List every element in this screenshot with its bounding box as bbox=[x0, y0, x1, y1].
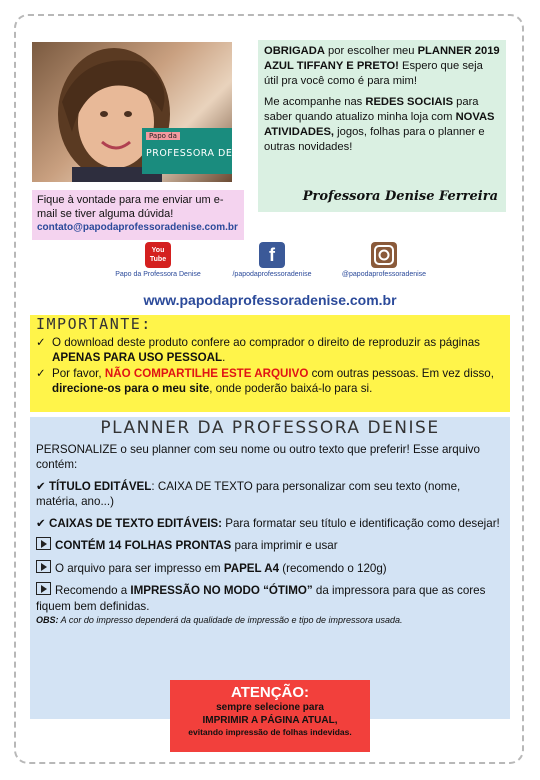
instagram-link[interactable] bbox=[334, 242, 434, 278]
contact-email-link[interactable]: contato@papodaprofessoradenise.com.br bbox=[37, 222, 238, 233]
attention-box bbox=[170, 680, 370, 752]
checkmark-icon: ✔ bbox=[36, 516, 46, 530]
important-text: com outras pessoas. Em vez disso, bbox=[308, 366, 494, 380]
important-bold: direcione-os para o meu site bbox=[52, 382, 210, 395]
brand-logo bbox=[142, 128, 257, 174]
thanks-paragraph-1 bbox=[264, 44, 500, 89]
facebook-icon: f bbox=[259, 242, 285, 268]
contact-box bbox=[32, 190, 244, 240]
planner-info-3 bbox=[36, 582, 504, 614]
important-text: O download deste produto confere ao comprador o direito de reproduzir as páginas bbox=[52, 335, 480, 349]
planner-bold: TÍTULO EDITÁVEL bbox=[48, 479, 152, 493]
facebook-link[interactable] bbox=[222, 242, 322, 278]
facebook-label: /papodaprofessoradenise bbox=[232, 271, 312, 278]
important-item-2 bbox=[36, 366, 504, 397]
instagram-icon bbox=[371, 242, 397, 268]
thanks-paragraph-2 bbox=[264, 95, 500, 155]
youtube-link[interactable] bbox=[108, 242, 208, 278]
planner-bold: PAPEL A4 bbox=[223, 561, 280, 575]
planner-text: Recomendo a bbox=[55, 584, 131, 597]
important-warning: NÃO COMPARTILHE ESTE ARQUIVO bbox=[104, 366, 309, 380]
attention-title: ATENÇÃO: bbox=[230, 684, 310, 701]
planner-bold: CAIXAS DE TEXTO EDITÁVEIS: bbox=[48, 516, 223, 530]
checkmark-icon: ✔ bbox=[36, 479, 46, 493]
planner-text: (recomendo o 120g) bbox=[279, 561, 387, 575]
planner-text: Para formatar seu título e identificação como desejar! bbox=[222, 516, 500, 530]
thanks-text: para saber quando atualizo minha loja com bbox=[264, 96, 479, 123]
important-title: IMPORTANTE: bbox=[36, 315, 152, 333]
planner-bold: IMPRESSÃO NO MODO “ÓTIMO” bbox=[130, 584, 313, 597]
attention-line-2: IMPRIMIR A PÁGINA ATUAL, bbox=[202, 715, 338, 726]
youtube-label: Papo da Professora Denise bbox=[115, 271, 201, 278]
planner-feature-2 bbox=[36, 516, 504, 532]
brand-logo-small: Papo da bbox=[146, 132, 180, 140]
planner-text: para imprimir e usar bbox=[231, 539, 338, 552]
thanks-text: Me acompanhe nas bbox=[264, 96, 366, 108]
planner-box bbox=[30, 417, 510, 719]
planner-obs bbox=[36, 614, 504, 626]
important-text: . bbox=[222, 351, 226, 364]
planner-info-1 bbox=[36, 537, 504, 554]
thanks-text: jogos, folhas para o planner e outras novidades! bbox=[264, 126, 485, 153]
planner-text: O arquivo para ser impresso em bbox=[55, 561, 224, 575]
instagram-label: @papodaprofessoradenise bbox=[341, 271, 427, 278]
attention-line-1: sempre selecione para bbox=[216, 702, 324, 713]
important-box bbox=[30, 315, 510, 412]
website-link[interactable]: www.papodaprofessoradenise.com.br bbox=[143, 292, 397, 308]
check-icon: ✓ bbox=[36, 335, 46, 349]
important-item-1 bbox=[36, 335, 504, 366]
important-text: , onde poderão baixá-lo para si. bbox=[209, 382, 373, 395]
important-bold: APENAS PARA USO PESSOAL bbox=[52, 351, 223, 364]
play-box-icon bbox=[36, 582, 51, 595]
thanks-bold: OBRIGADA bbox=[264, 45, 325, 57]
planner-info-2 bbox=[36, 560, 504, 577]
thanks-text: Espero que seja útil pra você como é para mim! bbox=[264, 60, 483, 87]
planner-text: A cor do impresso dependerá da qualidade de impressão e tipo de impressora usada. bbox=[58, 615, 403, 625]
thanks-text: por escolher meu bbox=[324, 45, 418, 57]
contact-text: Fique à vontade para me enviar um e-mail se tiver alguma dúvida! bbox=[37, 194, 224, 220]
thanks-box bbox=[258, 40, 506, 212]
signature: Professora Denise Ferreira bbox=[302, 189, 498, 204]
attention-line-3: evitando impressão de folhas indevidas. bbox=[188, 727, 352, 737]
planner-intro: PERSONALIZE o seu planner com seu nome ou outro texto que preferir! Esse arquivo contém: bbox=[36, 442, 481, 471]
important-text: Por favor, bbox=[52, 366, 105, 380]
check-icon: ✓ bbox=[36, 366, 46, 380]
thanks-bold: PLANNER 2019 AZUL TIFFANY E PRETO! bbox=[264, 45, 500, 72]
planner-feature-1 bbox=[36, 479, 504, 510]
planner-bold: OBS: bbox=[36, 615, 59, 625]
youtube-icon: You Tube bbox=[145, 242, 171, 268]
play-box-icon bbox=[36, 537, 51, 550]
play-box-icon bbox=[36, 560, 51, 573]
brand-logo-big: PROFESSORA DENISE bbox=[146, 148, 257, 159]
thanks-bold: NOVAS ATIVIDADES, bbox=[264, 111, 495, 138]
planner-bold: CONTÉM 14 FOLHAS PRONTAS bbox=[55, 539, 232, 552]
thanks-bold: REDES SOCIAIS bbox=[365, 96, 454, 108]
planner-text: da impressora para que as cores fiquem bem definidas. bbox=[36, 584, 486, 613]
planner-text: : CAIXA DE TEXTO para personalizar com seu texto (nome, matéria, ano...) bbox=[36, 479, 461, 508]
planner-title: PLANNER DA PROFESSORA DENISE bbox=[100, 418, 440, 438]
